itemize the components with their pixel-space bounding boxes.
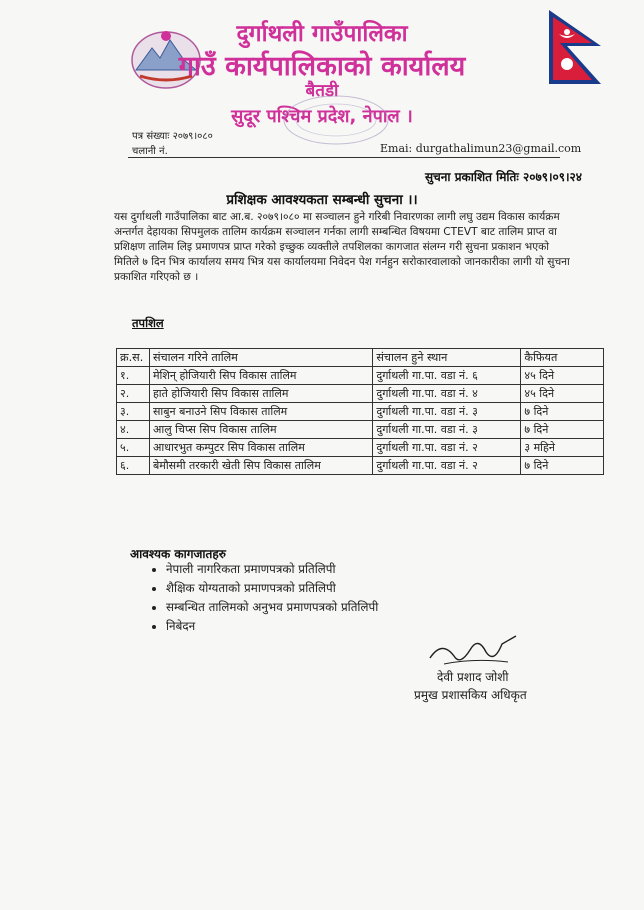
- office-stamp: [276, 90, 396, 150]
- training-table: [116, 348, 604, 475]
- signatory-title: प्रमुख प्रशासकिय अधिकृत: [414, 688, 527, 702]
- letter-number: पत्र संख्याः २०७९।०८०: [132, 131, 213, 142]
- cell-sn: ४.: [117, 421, 150, 439]
- office-email: Emai: durgathalimun23@gmail.com: [380, 142, 582, 155]
- cell-place: दुर्गाथली गा.पा. वडा नं. ३: [373, 403, 521, 421]
- cell-place: दुर्गाथली गा.पा. वडा नं. २: [373, 457, 521, 475]
- cell-place: दुर्गाथली गा.पा. वडा नं. ४: [373, 385, 521, 403]
- province-name: सुदूर पश्चिम प्रदेश, नेपाल ।: [231, 106, 413, 127]
- cell-remark: ४५ दिने: [521, 367, 604, 385]
- signatory-name: देवी प्रशाद जोशी: [437, 670, 509, 684]
- office-name: गाउँ कार्यपालिकाको कार्यालय: [178, 51, 466, 82]
- table-row: [117, 403, 604, 421]
- cell-place: दुर्गाथली गा.पा. वडा नं. २: [373, 439, 521, 457]
- cell-remark: ७ दिने: [521, 457, 604, 475]
- table-row: [117, 421, 604, 439]
- published-date: सुचना प्रकाशित मितिः २०७९।०९।२४: [425, 170, 582, 184]
- schedule-label: तपशिल: [132, 316, 164, 330]
- table-row: [117, 385, 604, 403]
- cell-training: हाते होजियारी सिप विकास तालिम: [149, 385, 372, 403]
- cell-sn: ६.: [117, 457, 150, 475]
- cell-place: दुर्गाथली गा.पा. वडा नं. ६: [373, 367, 521, 385]
- cell-training: बेमौसमी तरकारी खेती सिप विकास तालिम: [149, 457, 372, 475]
- list-item: • निबेदन: [166, 617, 378, 636]
- documents-list: [150, 560, 378, 636]
- cell-training: आलु चिप्स सिप विकास तालिम: [149, 421, 372, 439]
- header-divider: [128, 157, 560, 158]
- header-place: संचालन हुने स्थान: [373, 349, 521, 367]
- list-item: • शैक्षिक योग्यताको प्रमाणपत्रको प्रतिलिपी: [166, 579, 378, 598]
- table-header-row: [117, 349, 604, 367]
- notice-title: प्रशिक्षक आवश्यकता सम्बन्धी सुचना ।।: [226, 192, 418, 208]
- cell-training: आधारभुत कम्पुटर सिप विकास तालिम: [149, 439, 372, 457]
- cell-training: साबुन बनाउने सिप विकास तालिम: [149, 403, 372, 421]
- list-item: • सम्बन्धित तालिमको अनुभव प्रमाणपत्रको प्रतिलिपी: [166, 598, 378, 617]
- header-remark: कैफियत: [521, 349, 604, 367]
- cell-training: मेशिन् होजियारी सिप विकास तालिम: [149, 367, 372, 385]
- table-row: [117, 367, 604, 385]
- cell-sn: ५.: [117, 439, 150, 457]
- cell-sn: २.: [117, 385, 150, 403]
- documents-title: आवश्यक कागजातहरु: [130, 547, 226, 561]
- cell-sn: ३.: [117, 403, 150, 421]
- district-name: बैतडी: [305, 81, 339, 101]
- header-training: संचालन गरिने तालिम: [149, 349, 372, 367]
- table-row: [117, 457, 604, 475]
- dispatch-number: चलानी नं.: [132, 146, 168, 157]
- cell-place: दुर्गाथली गा.पा. वडा नं. ३: [373, 421, 521, 439]
- cell-remark: ३ महिने: [521, 439, 604, 457]
- header-sn: क्र.स.: [117, 349, 150, 367]
- cell-remark: ४५ दिने: [521, 385, 604, 403]
- cell-sn: १.: [117, 367, 150, 385]
- list-item: • नेपाली नागरिकता प्रमाणपत्रको प्रतिलिपी: [166, 560, 378, 579]
- cell-remark: ७ दिने: [521, 421, 604, 439]
- cell-remark: ७ दिने: [521, 403, 604, 421]
- municipality-name: दुर्गाथली गाउँपालिका: [236, 21, 408, 47]
- notice-body: यस दुर्गाथली गाउँपालिका बाट आ.ब. २०७९।०८० मा सञ्चालन हुने गरिबी निवारणका लागी लघु उद्यम विकास कार्यक्रम अन्तर्गत देहायका सिपमुलक तालिम कार्यक्रम सञ्चालन गर्नका लागी सम्बन्धित विषयमा CTEVT बाट तालिम प्राप्त वा प्रशिक्षण तालिम लिइ प्रमाणपत्र प्राप्त गरेको इच्छुक व्यक्तीले तपशिलका कागजात संलग्न गरी सुचना प्रकाशन भएको मितिले ७ दिन भित्र कार्यालय समय भित्र यस कार्यालयमा निवेदन पेश गर्नहुन सरोकारवालाको जानकारीका लागी यो सुचना प्रकाशित गरिएको छ ।: [114, 211, 570, 283]
- table-row: [117, 439, 604, 457]
